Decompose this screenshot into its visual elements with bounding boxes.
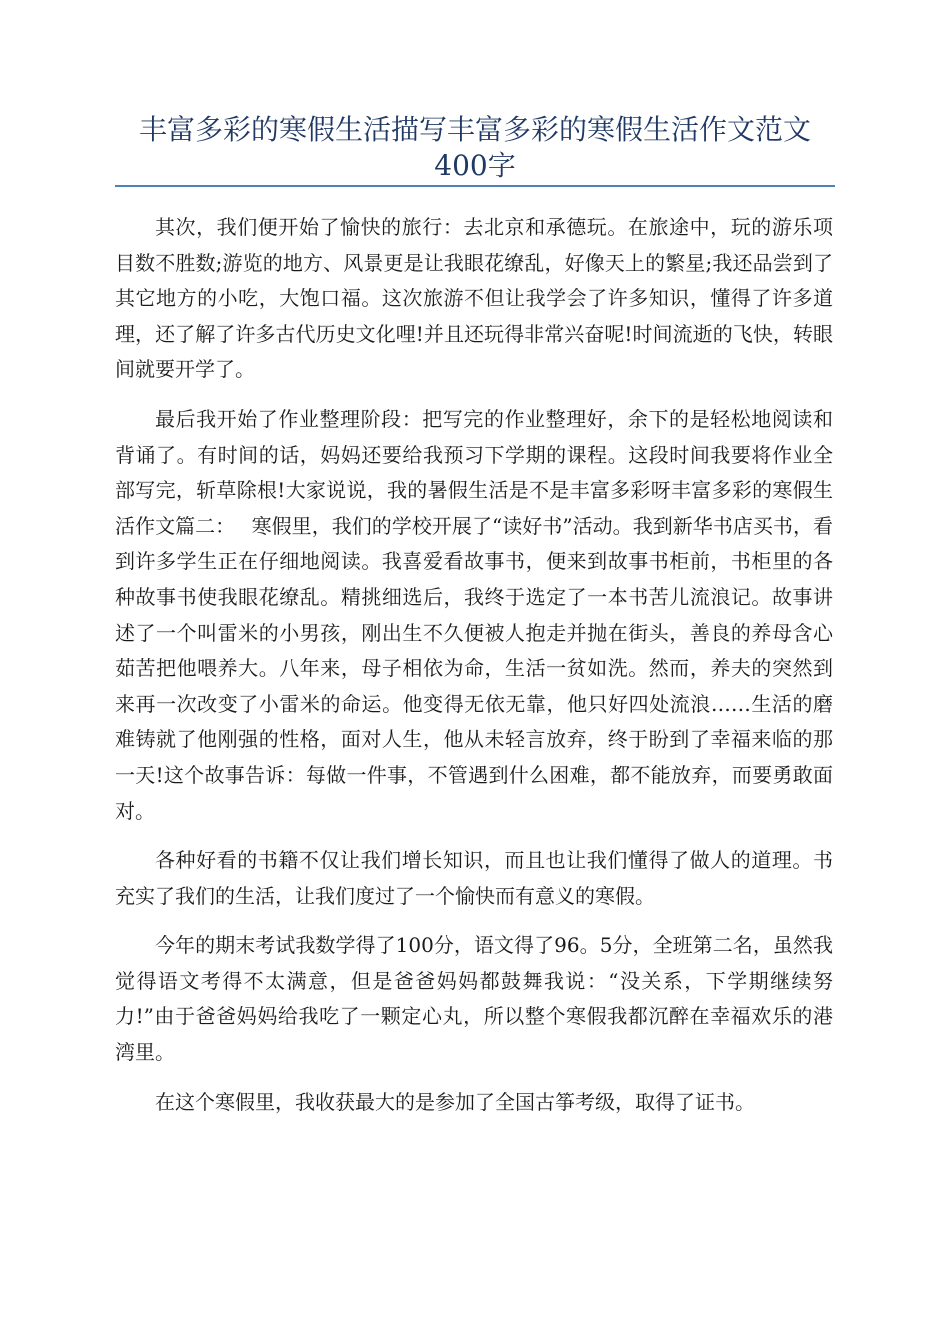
- paragraph-5: 在这个寒假里，我收获最大的是参加了全国古筝考级，取得了证书。: [155, 1089, 755, 1114]
- document-title: 丰富多彩的寒假生活描写丰富多彩的寒假生活作文范文400字: [138, 113, 811, 182]
- title-block: [115, 112, 835, 184]
- paragraph-2: 最后我开始了作业整理阶段：把写完的作业整理好，余下的是轻松地阅读和背诵了。有时间的话，妈妈还要给我预习下学期的课程。这段时间我要将作业全部写完，斩草除根!大家说说，我的暑假生活是不是丰富多彩呀丰富多彩的寒假生活作文篇二： 寒假里，我们的学校开展了“读好书”活动。我到新华书店买书，看到许多学生正在仔细地阅读。我喜爱看故事书，便来到故事书柜前，书柜里的各种故事书使我眼花缭乱。精挑细选后，我终于选定了一本书苦儿流浪记。故事讲述了一个叫雷米的小男孩，刚出生不久便被人抱走并抛在街头，善良的养母含心茹苦把他喂养大。八年来，母子相依为命，生活一贫如洗。然而，养夫的突然到来再一次改变了小雷米的命运。他变得无依无靠，他只好四处流浪……生活的磨难铸就了他刚强的性格，面对人生，他从未轻言放弃，终于盼到了幸福来临的那一天!这个故事告诉：每做一件事，不管遇到什么困难，都不能放弃，而要勇敢面对。: [115, 406, 833, 823]
- title-underline: [115, 185, 835, 187]
- paragraph-3: 各种好看的书籍不仅让我们增长知识，而且也让我们懂得了做人的道理。书充实了我们的生活，让我们度过了一个愉快而有意义的寒假。: [115, 848, 833, 908]
- paragraph-4: 今年的期末考试我数学得了100分，语文得了96。5分，全班第二名，虽然我觉得语文考得不太满意，但是爸爸妈妈都鼓舞我说：“没关系，下学期继续努力!”由于爸爸妈妈给我吃了一颗定心丸，所以整个寒假我都沉醉在幸福欢乐的港湾里。: [115, 933, 833, 1065]
- paragraph-1: 其次，我们便开始了愉快的旅行：去北京和承德玩。在旅途中，玩的游乐项目数不胜数;游览的地方、风景更是让我眼花缭乱，好像天上的繁星;我还品尝到了其它地方的小吃，大饱口福。这次旅游不但让我学会了许多知识，懂得了许多道理，还了解了许多古代历史文化哩!并且还玩得非常兴奋呢!时间流逝的飞快，转眼间就要开学了。: [115, 215, 833, 382]
- document-body: [115, 210, 833, 1134]
